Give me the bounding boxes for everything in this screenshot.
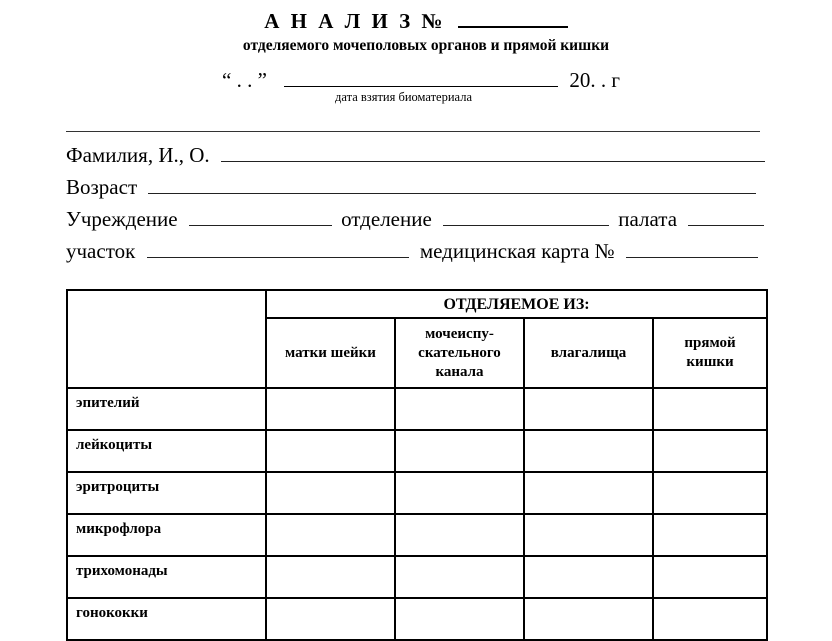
corner-cell bbox=[67, 290, 266, 388]
date-year-placeholder: 20. . г bbox=[569, 68, 621, 92]
ward-field[interactable] bbox=[688, 207, 764, 226]
column-header-vagina: влагалища bbox=[524, 318, 653, 388]
group-header: ОТДЕЛЯЕМОЕ ИЗ: bbox=[266, 290, 767, 318]
ward-label: палата bbox=[618, 207, 678, 231]
row-label-trichomonads: трихомонады bbox=[67, 556, 266, 598]
analysis-number-field[interactable] bbox=[458, 8, 568, 28]
table-cell[interactable] bbox=[524, 514, 653, 556]
table-cell[interactable] bbox=[395, 556, 524, 598]
table-cell[interactable] bbox=[524, 556, 653, 598]
table-cell[interactable] bbox=[653, 388, 767, 430]
top-blank-line[interactable] bbox=[66, 131, 760, 132]
table-cell[interactable] bbox=[395, 598, 524, 640]
row-label-gonococci: гонококки bbox=[67, 598, 266, 640]
table-cell[interactable] bbox=[395, 388, 524, 430]
age-label: Возраст bbox=[66, 175, 138, 199]
date-field[interactable] bbox=[284, 64, 558, 87]
row-label-epithelium: эпителий bbox=[67, 388, 266, 430]
district-row bbox=[66, 239, 758, 265]
institution-row bbox=[66, 207, 764, 233]
district-field[interactable] bbox=[147, 239, 409, 258]
row-label-erythrocytes: эритроциты bbox=[67, 472, 266, 514]
date-caption: дата взятия биоматериала bbox=[335, 90, 472, 104]
table-header-row bbox=[67, 290, 767, 318]
document-subtitle: отделяемого мочеполовых органов и прямой кишки bbox=[242, 37, 610, 54]
analysis-table bbox=[66, 289, 768, 641]
table-cell[interactable] bbox=[266, 430, 395, 472]
table-cell[interactable] bbox=[395, 472, 524, 514]
table-cell[interactable] bbox=[653, 514, 767, 556]
table-cell[interactable] bbox=[266, 472, 395, 514]
row-label-microflora: микрофлора bbox=[67, 514, 266, 556]
age-field[interactable] bbox=[148, 175, 756, 194]
table-cell[interactable] bbox=[266, 556, 395, 598]
table-cell[interactable] bbox=[524, 598, 653, 640]
table-row bbox=[67, 388, 767, 430]
table-cell[interactable] bbox=[266, 388, 395, 430]
district-label: участок bbox=[66, 239, 136, 263]
document-title bbox=[0, 8, 832, 34]
table-row bbox=[67, 556, 767, 598]
institution-label: Учреждение bbox=[66, 207, 178, 231]
department-field[interactable] bbox=[443, 207, 609, 226]
name-row bbox=[66, 143, 765, 169]
name-label: Фамилия, И., О. bbox=[66, 143, 210, 167]
table-cell[interactable] bbox=[395, 430, 524, 472]
date-day-placeholder: “ . . ” bbox=[222, 68, 267, 92]
column-header-rectum: прямой кишки bbox=[653, 318, 767, 388]
table-row bbox=[67, 472, 767, 514]
column-header-cervix: матки шейки bbox=[266, 318, 395, 388]
medical-card-label: медицинская карта № bbox=[419, 239, 615, 263]
table-row bbox=[67, 430, 767, 472]
table-cell[interactable] bbox=[395, 514, 524, 556]
table-cell[interactable] bbox=[524, 430, 653, 472]
institution-field[interactable] bbox=[189, 207, 332, 226]
title-text: А Н А Л И З № bbox=[264, 9, 446, 33]
table-cell[interactable] bbox=[524, 472, 653, 514]
date-line bbox=[222, 64, 620, 93]
table-cell[interactable] bbox=[653, 430, 767, 472]
table-row bbox=[67, 514, 767, 556]
age-row bbox=[66, 175, 756, 201]
department-label: отделение bbox=[341, 207, 432, 231]
table-cell[interactable] bbox=[653, 598, 767, 640]
row-label-leukocytes: лейкоциты bbox=[67, 430, 266, 472]
medical-card-field[interactable] bbox=[626, 239, 758, 258]
table-cell[interactable] bbox=[524, 388, 653, 430]
table-row bbox=[67, 598, 767, 640]
table-cell[interactable] bbox=[266, 514, 395, 556]
name-field[interactable] bbox=[221, 143, 765, 162]
table-cell[interactable] bbox=[266, 598, 395, 640]
table-cell[interactable] bbox=[653, 472, 767, 514]
table-cell[interactable] bbox=[653, 556, 767, 598]
column-header-urethra: мочеиспу- скательного канала bbox=[395, 318, 524, 388]
